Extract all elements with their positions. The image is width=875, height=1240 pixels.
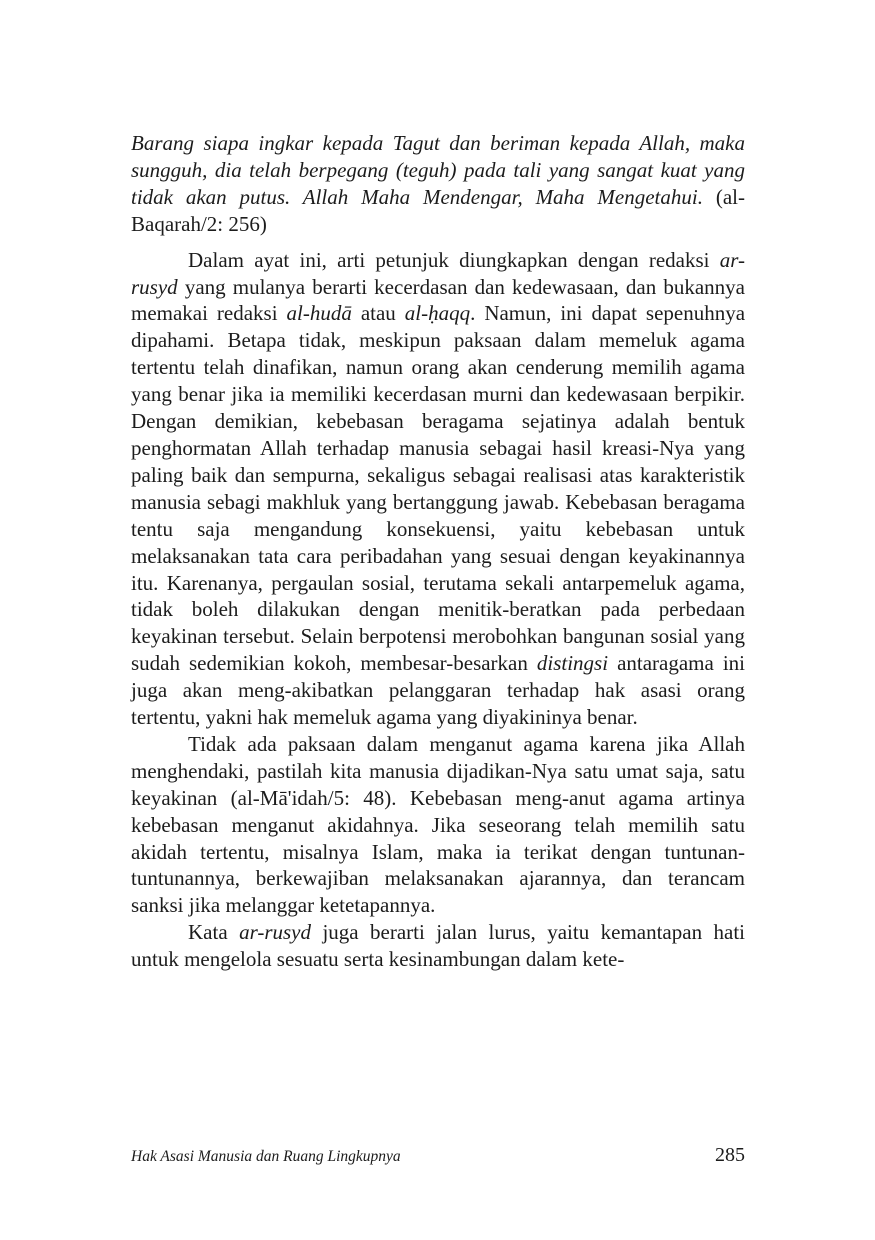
page-number: 285 — [715, 1144, 745, 1166]
paragraph-1-text-b: yang mulanya berarti kecerdasan dan kedewasaan, dan bukannya memakai redaksi — [131, 274, 745, 326]
paragraph-3-text-a: Kata — [188, 920, 228, 945]
paragraph-3-text-b: juga berarti jalan lurus, yaitu kemantapan hati untuk mengelola sesuatu serta kesinambungan dalam kete- — [131, 920, 745, 972]
paragraph-3 — [131, 919, 745, 973]
quote-text: Barang siapa ingkar kepada Tagut dan beriman kepada Allah, maka sungguh, dia telah berpegang (teguh) pada tali yang sangat kuat yang tidak akan putus. Allah Maha Mendengar, Maha Mengetahui. — [131, 131, 745, 209]
term-al-haqq: al-ḥaqq — [404, 301, 471, 326]
quran-quote — [131, 130, 745, 238]
paragraph-1-text-c: atau — [360, 301, 396, 326]
paragraph-1-text-e: antaragama ini juga akan meng-akibatkan pelanggaran terhadap hak asasi orang tertentu, yakni hak memeluk agama yang diyakininya benar. — [131, 651, 745, 730]
term-ar-rusyd-2: ar-rusyd — [239, 920, 312, 945]
quote-reference: (al-Baqarah/2: 256) — [131, 184, 745, 236]
term-distingsi: distingsi — [536, 651, 609, 676]
term-ar-rusyd: ar-rusyd — [131, 247, 746, 299]
page-content — [131, 130, 745, 973]
page-footer — [131, 1144, 745, 1172]
paragraph-2: Tidak ada paksaan dalam menganut agama karena jika Allah menghendaki, pastilah kita manusia dijadikan-Nya satu umat saja, satu keyakinan (al-Mā'idah/5: 48). Kebebasan meng-anut agama artinya kebebasan menganut akidahnya. Jika seseorang telah memilih satu akidah tertentu, misalnya Islam, maka ia terikat dengan tuntunan-tuntunannya, berkewajiban melaksanakan ajarannya, dan terancam sanksi jika melanggar ketetapannya. — [131, 731, 745, 918]
paragraph-1-text-a: Dalam ayat ini, arti petunjuk diungkapkan dengan redaksi — [188, 247, 710, 272]
paragraph-1-text-d: . Namun, ini dapat sepenuhnya dipahami. Betapa tidak, meskipun paksaan dalam memeluk agama tertentu telah dinafikan, namun orang akan cenderung memilih agama yang benar jika ia memiliki kecerdasan murni dan kedewasaan berpikir. Dengan demikian, kebebasan beragama sejatinya adalah bentuk penghormatan Allah terhadap manusia sebagai hasil kreasi-Nya yang paling baik dan sempurna, sekaligus sebagai realisasi atas karakteristik manusia sebagi makhluk yang bertanggung jawab. Kebebasan beragama tentu saja mengandung konsekuensi, yaitu kebebasan untuk melaksanakan tata cara peribadahan yang sesuai dengan keyakinannya itu. Karenanya, pergaulan sosial, terutama sekali antarpemeluk agama, tidak boleh dilakukan dengan menitik-beratkan pada perbedaan keyakinan tersebut. Selain berpotensi merobohkan bangunan sosial yang sudah sedemikian kokoh, membesar-besarkan — [131, 301, 746, 676]
running-footer-title: Hak Asasi Manusia dan Ruang Lingkupnya — [131, 1148, 401, 1165]
term-al-huda: al-hudā — [286, 301, 352, 326]
paragraph-1 — [131, 247, 745, 731]
